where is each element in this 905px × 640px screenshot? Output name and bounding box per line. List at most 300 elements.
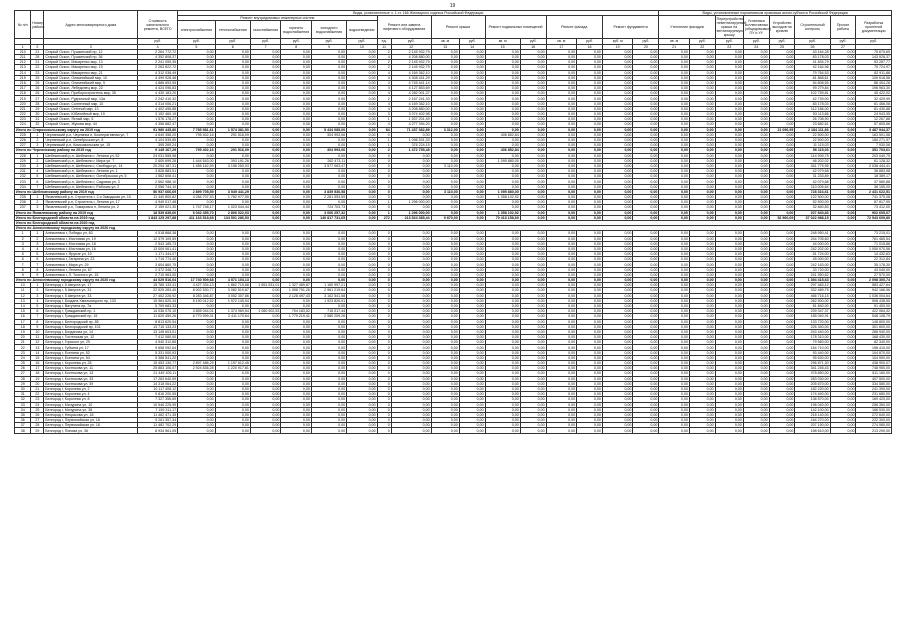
- subtotal-value: 0,00: [250, 127, 281, 132]
- row-value: 0,00: [830, 246, 856, 251]
- row-value: 0,00: [215, 117, 250, 122]
- subtotal-value: 2 098 300,74: [856, 278, 892, 283]
- row-value: 0,00: [347, 298, 378, 303]
- row-value: 0,00: [311, 407, 346, 412]
- row-value: 0,00: [347, 272, 378, 277]
- row-value: 0,00: [520, 80, 546, 85]
- subtotal-value: 0: [377, 189, 391, 194]
- row-value: 0,00: [577, 163, 603, 168]
- row-value: 0,00: [546, 49, 577, 54]
- row-value: 0,00: [281, 335, 312, 340]
- row-number: 229: [15, 158, 31, 163]
- row-value: 0,00: [431, 101, 459, 106]
- row-value: 0,00: [520, 163, 546, 168]
- row-value: 0,00: [311, 252, 346, 257]
- row-value: 304 993,06: [311, 132, 346, 137]
- row-value: 0,00: [347, 200, 378, 205]
- row-value: 0,00: [347, 376, 378, 381]
- row-value: 0,00: [715, 283, 743, 288]
- subtotal-value: 411 163 518,68: [178, 215, 216, 220]
- row-value: 0,00: [485, 418, 520, 423]
- subtotal-value: 0,00: [520, 210, 546, 215]
- row-value: 79 764,53: [795, 70, 830, 75]
- row-value: 0,00: [659, 169, 690, 174]
- row-value: 0,00: [391, 428, 431, 433]
- row-value: 0,00: [633, 132, 659, 137]
- row-value: 0,00: [281, 350, 312, 355]
- row-address: Старый Оскол, Макаренко мкр, 13: [44, 60, 138, 65]
- row-address: Белгород г, Первомайская ул, 16: [44, 418, 138, 423]
- row-value: 0,00: [485, 246, 520, 251]
- row-value: 0,00: [633, 392, 659, 397]
- row-value: 0,00: [520, 49, 546, 54]
- row-value: 0,00: [743, 418, 769, 423]
- row-value: 0,00: [633, 241, 659, 246]
- row-total-cost: 14 036 075,10: [138, 309, 178, 314]
- row-value: 0,00: [431, 314, 459, 319]
- row-number: 4: [15, 246, 31, 251]
- subtotal-value: 1 095 880,00: [485, 189, 520, 194]
- row-district: 17: [31, 366, 44, 371]
- row-value: 0,00: [546, 350, 577, 355]
- row-value: 393 191,26: [215, 158, 250, 163]
- row-value: 0,00: [546, 309, 577, 314]
- row-value: 0,00: [281, 355, 312, 360]
- row-value: 0,00: [715, 91, 743, 96]
- row-number: 36: [15, 418, 31, 423]
- row-value: 0,00: [347, 288, 378, 293]
- row-total-cost: 1 562 608,41: [138, 174, 178, 179]
- row-value: 1: [377, 137, 391, 142]
- row-value: 0,00: [830, 153, 856, 158]
- subtotal-value: 0,00: [743, 278, 769, 283]
- row-value: 0,00: [281, 402, 312, 407]
- row-value: 0,00: [281, 412, 312, 417]
- row-value: 0,00: [431, 397, 459, 402]
- row-value: 0,00: [689, 298, 715, 303]
- row-district: 25: [31, 80, 44, 85]
- row-value: 0,00: [659, 407, 690, 412]
- row-value: 0,00: [577, 288, 603, 293]
- row-value: 0,00: [215, 184, 250, 189]
- row-value: 4 208 880,00: [391, 106, 431, 111]
- row-value: 0: [377, 283, 391, 288]
- row-value: 0,00: [281, 49, 312, 54]
- row-value: 0,00: [633, 106, 659, 111]
- row-value: 1 197 612,45: [215, 361, 250, 366]
- row-value: 0,00: [546, 169, 577, 174]
- row-value: 0,00: [546, 132, 577, 137]
- row-value: 0,00: [689, 303, 715, 308]
- header-gas: газоснабжения: [250, 21, 281, 39]
- row-value: 0,00: [431, 153, 459, 158]
- row-value: 4 169 362,10: [391, 70, 431, 75]
- row-value: 0,00: [459, 345, 485, 350]
- row-value: 0,00: [215, 236, 250, 241]
- row-number: 218: [15, 91, 31, 96]
- row-value: 0,00: [485, 355, 520, 360]
- row-value: 0,00: [602, 407, 633, 412]
- row-value: 0,00: [769, 262, 795, 267]
- row-value: 0,00: [178, 49, 216, 54]
- row-value: 0,00: [577, 298, 603, 303]
- row-address: Старый Оскол, Жукова мкр, 44: [44, 122, 138, 127]
- row-value: 0,00: [281, 179, 312, 184]
- row-value: 0,00: [546, 272, 577, 277]
- row-value: 0,00: [391, 153, 431, 158]
- row-number: 21: [15, 340, 31, 345]
- row-value: 715 017,44: [311, 309, 346, 314]
- row-value: 0,00: [485, 75, 520, 80]
- row-value: 0,00: [485, 241, 520, 246]
- row-value: 0,00: [577, 428, 603, 433]
- row-value: 0,00: [311, 96, 346, 101]
- row-value: 0,00: [743, 314, 769, 319]
- row-total-cost: 15 453 130,77: [138, 361, 178, 366]
- row-value: 274 080,00: [856, 423, 892, 428]
- row-value: 0,00: [546, 86, 577, 91]
- subtotal-value: 0,00: [431, 278, 459, 283]
- row-value: 0,00: [311, 91, 346, 96]
- row-value: 0,00: [830, 80, 856, 85]
- row-district: 2: [31, 236, 44, 241]
- row-value: 0,00: [743, 241, 769, 246]
- row-value: 0,00: [577, 96, 603, 101]
- row-value: 0: [377, 293, 391, 298]
- row-value: 0,00: [689, 428, 715, 433]
- row-total-cost: 4 314 006,21: [138, 101, 178, 106]
- row-value: 0,00: [743, 122, 769, 127]
- row-value: 0,00: [633, 169, 659, 174]
- row-value: 0,00: [689, 283, 715, 288]
- row-value: 0,00: [769, 381, 795, 386]
- row-value: 0,00: [546, 163, 577, 168]
- row-value: 0,00: [178, 397, 216, 402]
- row-value: 0,00: [347, 392, 378, 397]
- row-value: 0,00: [689, 169, 715, 174]
- row-district: 12: [31, 340, 44, 345]
- row-value: 0,00: [485, 381, 520, 386]
- row-value: 0,00: [715, 361, 743, 366]
- row-value: 75 724,97: [856, 65, 892, 70]
- row-value: 0,00: [743, 75, 769, 80]
- row-value: 0,00: [715, 137, 743, 142]
- row-value: 0,00: [459, 335, 485, 340]
- row-address: Белгород г, Есенина ул, 52: [44, 350, 138, 355]
- row-value: 0,00: [431, 361, 459, 366]
- header-insulation: Утепление фасадов: [659, 16, 715, 39]
- row-value: 0,00: [830, 106, 856, 111]
- row-value: 0,00: [178, 106, 216, 111]
- row-value: 0,00: [659, 397, 690, 402]
- row-value: 0,00: [769, 122, 795, 127]
- row-value: 0,00: [250, 303, 281, 308]
- row-value: 0,00: [689, 70, 715, 75]
- row-value: 0,00: [715, 122, 743, 127]
- row-value: 0,00: [830, 257, 856, 262]
- row-address: Белгород г, Горького ул, 25: [44, 340, 138, 345]
- row-value: 0,00: [178, 262, 216, 267]
- row-value: 0,00: [546, 200, 577, 205]
- row-value: 36 155,00: [856, 184, 892, 189]
- row-value: 24 943,55: [856, 112, 892, 117]
- row-value: 164 270,00: [795, 418, 830, 423]
- row-value: 0,00: [520, 106, 546, 111]
- row-address: Белгород г, Гостенская ул, 12: [44, 335, 138, 340]
- row-value: 0,00: [250, 65, 281, 70]
- row-value: 0,00: [391, 355, 431, 360]
- row-value: 0,00: [659, 283, 690, 288]
- row-value: 0,00: [520, 423, 546, 428]
- row-value: 0,00: [633, 75, 659, 80]
- row-value: 0,00: [281, 241, 312, 246]
- row-value: 36 883,98: [856, 169, 892, 174]
- row-value: 0,00: [250, 350, 281, 355]
- subtotal-value: 37 022 988,15: [795, 215, 830, 220]
- row-value: 0,00: [281, 91, 312, 96]
- row-value: 0,00: [311, 179, 346, 184]
- row-value: 4: [377, 122, 391, 127]
- row-value: 0,00: [577, 309, 603, 314]
- row-value: 0,00: [769, 324, 795, 329]
- row-value: 0,00: [281, 361, 312, 366]
- row-value: 0,00: [577, 257, 603, 262]
- subtotal-value: 0,00: [347, 127, 378, 132]
- row-value: 0,00: [459, 54, 485, 59]
- column-number-cell: 13: [431, 44, 459, 49]
- row-value: 12 267,88: [856, 117, 892, 122]
- row-value: 0,00: [715, 418, 743, 423]
- row-value: 0,00: [769, 371, 795, 376]
- row-value: 0,00: [830, 350, 856, 355]
- row-number: 232: [15, 174, 31, 179]
- row-value: 0,00: [281, 65, 312, 70]
- subtotal-value: 0,00: [520, 215, 546, 220]
- row-value: 0,00: [281, 392, 312, 397]
- row-value: 0: [377, 236, 391, 241]
- row-value: 0,00: [391, 392, 431, 397]
- subtotal-value: 84: [377, 127, 391, 132]
- row-value: 0,00: [715, 371, 743, 376]
- row-value: 0,00: [546, 418, 577, 423]
- row-value: 0,00: [431, 112, 459, 117]
- row-value: 0,00: [830, 205, 856, 210]
- row-value: 0,00: [459, 376, 485, 381]
- row-value: 8 002 530,77: [178, 288, 216, 293]
- row-value: 0,00: [689, 397, 715, 402]
- row-value: 0,00: [743, 54, 769, 59]
- row-value: 0,00: [215, 267, 250, 272]
- row-number: 10: [15, 283, 31, 288]
- row-value: 0,00: [769, 345, 795, 350]
- row-value: 0,00: [715, 262, 743, 267]
- row-value: 0,00: [178, 246, 216, 251]
- row-value: 0,00: [633, 80, 659, 85]
- row-value: 0,00: [459, 195, 485, 200]
- row-value: 0,00: [178, 392, 216, 397]
- row-value: 0,00: [546, 392, 577, 397]
- subtotal-label: Итого по Алексеевскому городскому округу на 2020 год: [15, 278, 138, 283]
- row-address: Белгород г, Есенина ул, 54: [44, 355, 138, 360]
- row-value: 0,00: [602, 205, 633, 210]
- row-value: 0,00: [311, 376, 346, 381]
- row-value: 0,00: [830, 158, 856, 163]
- row-value: 0,00: [577, 231, 603, 236]
- row-value: 0,00: [633, 96, 659, 101]
- row-value: 0,00: [577, 112, 603, 117]
- row-district: 28: [31, 54, 44, 59]
- row-value: 0,00: [215, 252, 250, 257]
- row-value: 0,00: [633, 314, 659, 319]
- row-value: 0,00: [215, 381, 250, 386]
- row-value: 2: [377, 65, 391, 70]
- row-address: Шебекинский р-н, Шебекино г, Октябрьская ул, 5: [44, 174, 138, 179]
- row-value: 0,00: [715, 376, 743, 381]
- unit-cell: руб.: [459, 39, 485, 44]
- row-value: 0,00: [633, 397, 659, 402]
- header-elevator: Ремонт или замена лифтового оборудования: [377, 16, 431, 39]
- row-value: 0,00: [347, 402, 378, 407]
- row-value: 0,00: [830, 262, 856, 267]
- subtotal-value: 0,00: [250, 215, 281, 220]
- row-value: 0,00: [546, 376, 577, 381]
- row-value: 0,00: [215, 49, 250, 54]
- row-value: 0,00: [602, 246, 633, 251]
- row-value: 0,00: [178, 252, 216, 257]
- row-value: 0,00: [715, 241, 743, 246]
- row-value: 0,00: [250, 49, 281, 54]
- column-number-cell: 23: [715, 44, 743, 49]
- column-number-cell: 12: [391, 44, 431, 49]
- row-value: 0,00: [659, 314, 690, 319]
- row-value: 95 630,00: [795, 355, 830, 360]
- row-value: 1 651 531,01: [250, 283, 281, 288]
- row-value: 0,00: [743, 158, 769, 163]
- row-value: 0,00: [715, 163, 743, 168]
- row-value: 0,00: [743, 106, 769, 111]
- row-value: 0,00: [546, 397, 577, 402]
- row-value: 1 779 219,41: [281, 314, 312, 319]
- row-address: Белгород г, Богданова ул, 14: [44, 329, 138, 334]
- row-total-cost: 4 886 653,95: [138, 80, 178, 85]
- row-district: 3: [31, 293, 44, 298]
- row-value: 0,00: [830, 195, 856, 200]
- subtotal-value: 0,00: [459, 189, 485, 194]
- subtotal-value: 0,00: [830, 127, 856, 132]
- row-value: 0,00: [485, 65, 520, 70]
- row-value: 0,00: [602, 143, 633, 148]
- row-value: 0,00: [250, 231, 281, 236]
- row-total-cost: 8 934 561,05: [138, 428, 178, 433]
- row-value: 0,00: [689, 288, 715, 293]
- subtotal-value: 0,00: [520, 148, 546, 153]
- row-value: 0,00: [659, 246, 690, 251]
- row-value: 0,00: [250, 361, 281, 366]
- row-value: 0,00: [577, 137, 603, 142]
- subtotal-value: 0,00: [577, 148, 603, 153]
- row-value: 0,00: [743, 137, 769, 142]
- row-value: 0,00: [520, 137, 546, 142]
- row-value: 0,00: [689, 231, 715, 236]
- row-value: 0,00: [520, 345, 546, 350]
- row-value: 0,00: [715, 428, 743, 433]
- row-value: 0,00: [311, 246, 346, 251]
- row-value: 0,00: [459, 96, 485, 101]
- row-value: 0,00: [689, 335, 715, 340]
- row-value: 0,00: [520, 241, 546, 246]
- row-value: 0,00: [459, 319, 485, 324]
- row-value: 0,00: [459, 80, 485, 85]
- row-value: 0,00: [577, 241, 603, 246]
- row-value: 0,00: [431, 412, 459, 417]
- row-number: 11: [15, 288, 31, 293]
- row-value: 0,00: [431, 246, 459, 251]
- subtotal-value: 0,00: [546, 148, 577, 153]
- row-value: 0,00: [215, 407, 250, 412]
- row-value: 511 160,00: [856, 371, 892, 376]
- row-value: 0,00: [743, 179, 769, 184]
- row-district: 14: [31, 350, 44, 355]
- row-value: 0,00: [178, 376, 216, 381]
- row-value: 0,00: [281, 169, 312, 174]
- row-value: 0,00: [743, 423, 769, 428]
- row-value: 0,00: [311, 262, 346, 267]
- row-value: 0,00: [577, 200, 603, 205]
- row-value: 0,00: [281, 184, 312, 189]
- row-number: 18: [15, 324, 31, 329]
- subtotal-value: 0,00: [743, 148, 769, 153]
- row-value: 0,00: [250, 86, 281, 91]
- unit-cell: руб.: [715, 39, 743, 44]
- unit-cell: руб.: [311, 39, 346, 44]
- row-value: 0,00: [215, 80, 250, 85]
- row-value: 53 113,66: [795, 112, 830, 117]
- row-number: 219: [15, 96, 31, 101]
- row-value: 0,00: [347, 184, 378, 189]
- row-value: 0,00: [281, 158, 312, 163]
- row-value: 3 082 519,87: [215, 288, 250, 293]
- row-total-cost: 7 159 311,17: [138, 407, 178, 412]
- row-address: Чернянский р-н, Октябрьская ул, 8: [44, 137, 138, 142]
- row-value: 0,00: [250, 340, 281, 345]
- subtotal-total: 91 980 445,80: [138, 127, 178, 132]
- row-value: 0,00: [830, 428, 856, 433]
- row-value: 0,00: [250, 392, 281, 397]
- row-address: Алексеевка г, Мостовая ул, 18: [44, 241, 138, 246]
- row-value: 0,00: [577, 262, 603, 267]
- row-value: 0,00: [659, 381, 690, 386]
- row-value: 0,00: [311, 319, 346, 324]
- row-value: 0,00: [431, 65, 459, 70]
- row-value: 4 169 362,10: [391, 101, 431, 106]
- row-value: 4 127 853,69: [391, 86, 431, 91]
- unit-cell: руб.: [520, 39, 546, 44]
- unit-cell: кв. м: [431, 39, 459, 44]
- row-value: 0,00: [743, 288, 769, 293]
- row-value: 291 516,09: [215, 132, 250, 137]
- row-number: 14: [15, 303, 31, 308]
- row-value: 241 950,62: [795, 272, 830, 277]
- row-value: 0,00: [520, 60, 546, 65]
- row-value: 0,00: [602, 335, 633, 340]
- subtotal-value: 0,00: [520, 127, 546, 132]
- row-value: 0,00: [459, 158, 485, 163]
- row-value: 102 759,81: [795, 91, 830, 96]
- row-value: 0,00: [769, 65, 795, 70]
- row-value: 143 928,37: [856, 54, 892, 59]
- unit-cell: руб.: [215, 39, 250, 44]
- header-group-engineering: Ремонт внутридомовых инженерных систем: [178, 16, 378, 21]
